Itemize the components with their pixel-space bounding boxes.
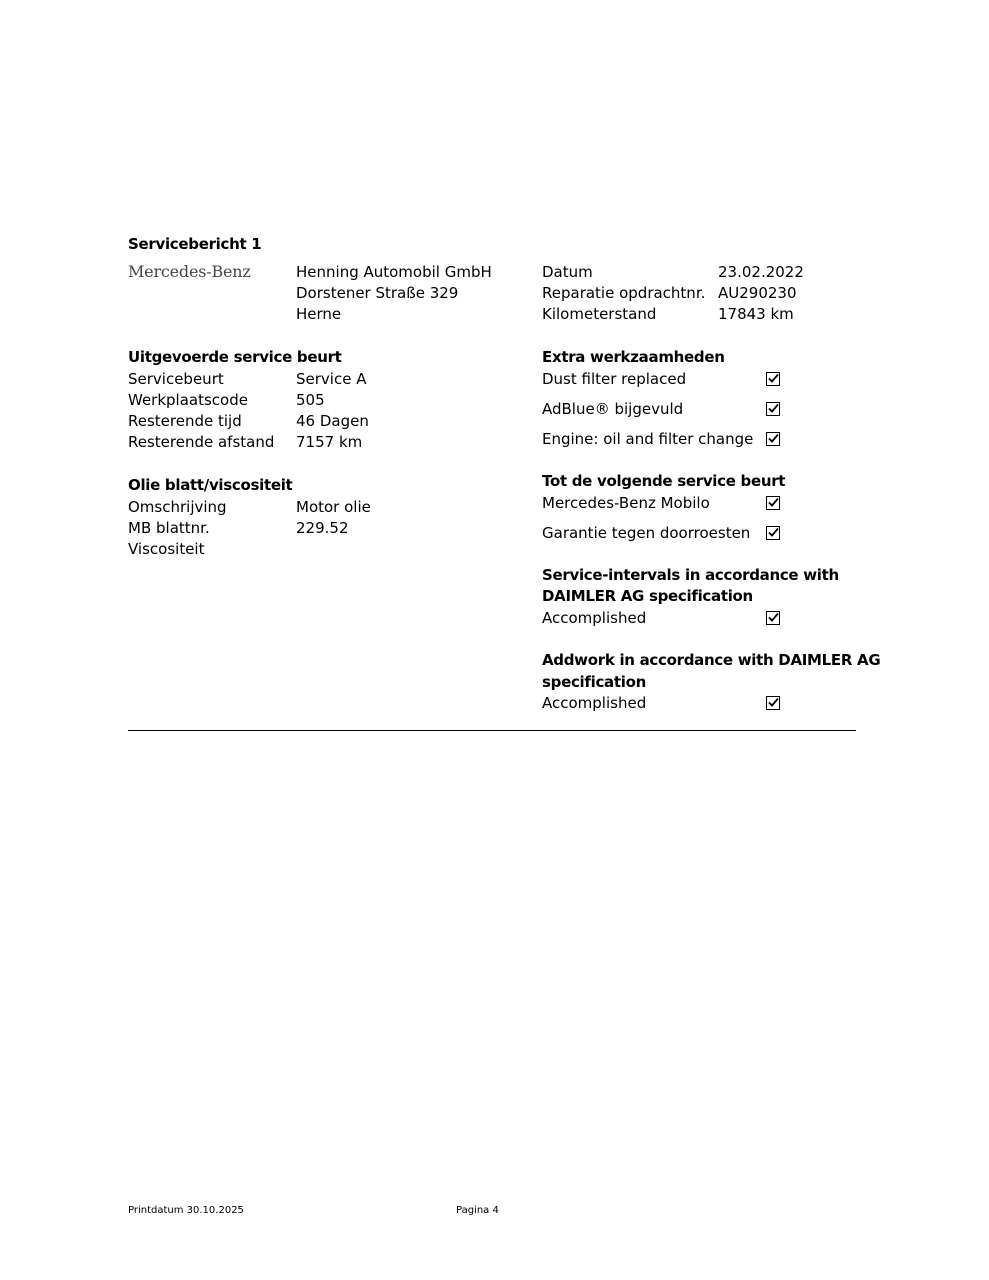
service-section-title: Uitgevoerde service beurt bbox=[128, 348, 342, 366]
mileage-value: 17843 km bbox=[718, 305, 794, 323]
dealer-name: Henning Automobil GmbH bbox=[296, 263, 492, 281]
intervals-title-line2: DAIMLER AG specification bbox=[542, 587, 753, 605]
service-label: Servicebeurt bbox=[128, 370, 224, 388]
remaining-time-value: 46 Dagen bbox=[296, 412, 369, 430]
checkbox-checked-icon bbox=[766, 402, 780, 416]
checkbox-checked-icon bbox=[766, 526, 780, 540]
addwork-title-line1: Addwork in accordance with DAIMLER AG bbox=[542, 651, 881, 669]
service-value: Service A bbox=[296, 370, 367, 388]
workshop-code-value: 505 bbox=[296, 391, 325, 409]
next-item-mobilo: Mercedes-Benz Mobilo bbox=[542, 494, 710, 512]
print-date: Printdatum 30.10.2025 bbox=[128, 1205, 244, 1216]
date-value: 23.02.2022 bbox=[718, 263, 804, 281]
addwork-item-label: Accomplished bbox=[542, 694, 647, 712]
checkbox-checked-icon bbox=[766, 611, 780, 625]
remaining-distance-label: Resterende afstand bbox=[128, 433, 275, 451]
checkbox-checked-icon bbox=[766, 372, 780, 386]
date-label: Datum bbox=[542, 263, 593, 281]
order-number-label: Reparatie opdrachtnr. bbox=[542, 284, 706, 302]
dealer-street: Dorstener Straße 329 bbox=[296, 284, 459, 302]
oil-description-value: Motor olie bbox=[296, 498, 371, 516]
viscosity-label: Viscositeit bbox=[128, 540, 205, 558]
section-divider bbox=[128, 730, 856, 731]
dealer-city: Herne bbox=[296, 305, 342, 323]
intervals-item-label: Accomplished bbox=[542, 609, 647, 627]
checkbox-checked-icon bbox=[766, 496, 780, 510]
next-item-rust-warranty: Garantie tegen doorroesten bbox=[542, 524, 751, 542]
brand-logo: Mercedes-Benz bbox=[128, 262, 251, 281]
intervals-title-line1: Service-intervals in accordance with bbox=[542, 566, 839, 584]
checkbox-checked-icon bbox=[766, 432, 780, 446]
oil-section-title: Olie blatt/viscositeit bbox=[128, 476, 293, 494]
report-title: Servicebericht 1 bbox=[128, 235, 262, 253]
mb-sheet-label: MB blattnr. bbox=[128, 519, 210, 537]
page-number: Pagina 4 bbox=[456, 1205, 499, 1216]
extra-item-dust-filter: Dust filter replaced bbox=[542, 370, 687, 388]
next-section-title: Tot de volgende service beurt bbox=[542, 472, 786, 490]
oil-description-label: Omschrijving bbox=[128, 498, 227, 516]
extra-item-oil-change: Engine: oil and filter change bbox=[542, 430, 754, 448]
mb-sheet-value: 229.52 bbox=[296, 519, 349, 537]
addwork-title-line2: specification bbox=[542, 673, 646, 691]
checkbox-checked-icon bbox=[766, 696, 780, 710]
extra-section-title: Extra werkzaamheden bbox=[542, 348, 725, 366]
workshop-code-label: Werkplaatscode bbox=[128, 391, 248, 409]
order-number-value: AU290230 bbox=[718, 284, 797, 302]
remaining-distance-value: 7157 km bbox=[296, 433, 363, 451]
mileage-label: Kilometerstand bbox=[542, 305, 657, 323]
remaining-time-label: Resterende tijd bbox=[128, 412, 242, 430]
extra-item-adblue: AdBlue® bijgevuld bbox=[542, 400, 684, 418]
